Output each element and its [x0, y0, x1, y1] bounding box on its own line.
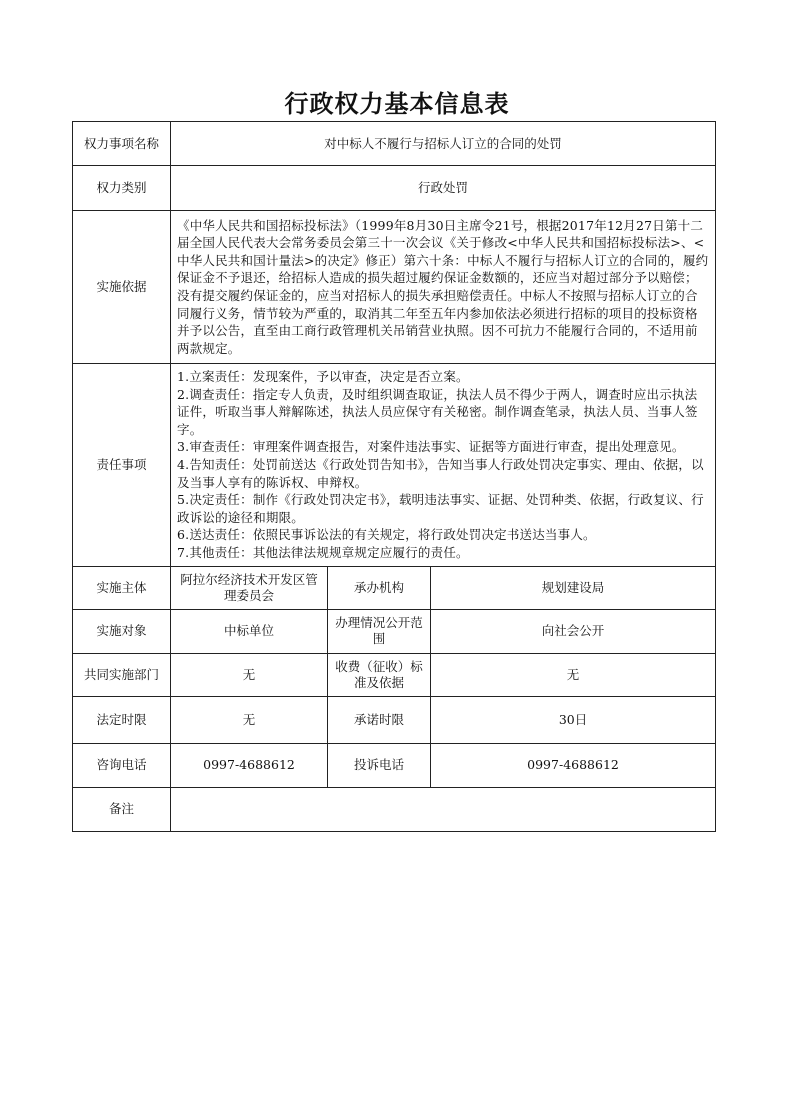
label-fee: 收费（征收）标准及依据	[328, 653, 431, 696]
value-basis: 《中华人民共和国招标投标法》（1999年8月30日主席令21号，根据2017年12月27日第十二届全国人民代表大会常务委员会第三十一次会议《关于修改<中华人民共和国招标投标法>、<中华人民共和国计量法>的决定》修正）第六十条：中标人不履行与招标人订立的合同的，履约保证金不予退还，给招标人造成的损失超过履约保证金数额的，还应当对超过部分予以赔偿；没有提交履约保证金的，应当对招标人的损失承担赔偿责任。中标人不按照与招标人订立的合同履行义务，情节较为严重的，取消其二年至五年内参加依法必须进行招标的项目的投标资格并予以公告，直至由工商行政管理机关吊销营业执照。因不可抗力不能履行合同的，不适用前两款规定。	[171, 211, 716, 364]
row-category	[73, 166, 716, 211]
label-complaint-phone: 投诉电话	[328, 743, 431, 787]
row-remark	[73, 787, 716, 831]
value-item-name: 对中标人不履行与招标人订立的合同的处罚	[171, 122, 716, 166]
value-disclosure: 向社会公开	[431, 609, 716, 653]
row-basis	[73, 211, 716, 364]
label-promise: 承诺时限	[328, 696, 431, 743]
label-responsibility: 责任事项	[73, 364, 171, 567]
label-category: 权力类别	[73, 166, 171, 211]
page-title: 行政权力基本信息表	[284, 89, 510, 118]
row-item-name	[73, 122, 716, 166]
responsibility-item: 6.送达责任：依照民事诉讼法的有关规定，将行政处罚决定书送达当事人。	[177, 527, 596, 543]
label-basis: 实施依据	[73, 211, 171, 364]
responsibility-item: 2.调查责任：指定专人负责，及时组织调查取证，执法人员不得少于两人，调查时应出示执法证件，听取当事人辩解陈述，执法人员应保守有关秘密。制作调查笔录，执法人员、当事人签字。	[177, 386, 698, 437]
value-complaint-phone: 0997-4688612	[431, 743, 716, 787]
label-agency: 承办机构	[328, 566, 431, 609]
row-target	[73, 609, 716, 653]
label-disclosure: 办理情况公开范围	[328, 609, 431, 653]
responsibility-item: 4.告知责任：处罚前送达《行政处罚告知书》，告知当事人行政处罚决定事实、理由、依据，以及当事人享有的陈诉权、申辩权。	[177, 456, 704, 490]
responsibility-item: 5.决定责任：制作《行政处罚决定书》，载明违法事实、证据、处罚种类、依据，行政复议、行政诉讼的途径和期限。	[177, 492, 704, 525]
label-consult-phone: 咨询电话	[73, 743, 171, 787]
row-joint	[73, 653, 716, 696]
value-promise: 30日	[431, 696, 716, 743]
value-target: 中标单位	[171, 609, 328, 653]
row-subject	[73, 566, 716, 609]
label-target: 实施对象	[73, 609, 171, 653]
label-remark: 备注	[73, 787, 171, 831]
label-subject: 实施主体	[73, 566, 171, 609]
value-category: 行政处罚	[171, 166, 716, 211]
row-time	[73, 696, 716, 743]
info-table	[72, 121, 716, 832]
row-responsibility	[73, 364, 716, 567]
row-phone	[73, 743, 716, 787]
value-joint: 无	[171, 653, 328, 696]
value-fee: 无	[431, 653, 716, 696]
value-agency: 规划建设局	[431, 566, 716, 609]
responsibility-item: 1.立案责任：发现案件，予以审查，决定是否立案。	[177, 369, 469, 384]
label-time: 法定时限	[73, 696, 171, 743]
responsibility-item: 7.其他责任：其他法律法规规章规定应履行的责任。	[177, 544, 469, 560]
value-responsibility	[171, 364, 716, 567]
value-remark	[171, 787, 716, 831]
value-time: 无	[171, 696, 328, 743]
value-consult-phone: 0997-4688612	[171, 743, 328, 787]
label-joint: 共同实施部门	[73, 653, 171, 696]
value-subject: 阿拉尔经济技术开发区管理委员会	[171, 566, 328, 609]
label-item-name: 权力事项名称	[73, 122, 171, 166]
responsibility-item: 3.审查责任：审理案件调查报告，对案件违法事实、证据等方面进行审查，提出处理意见。	[177, 439, 685, 455]
